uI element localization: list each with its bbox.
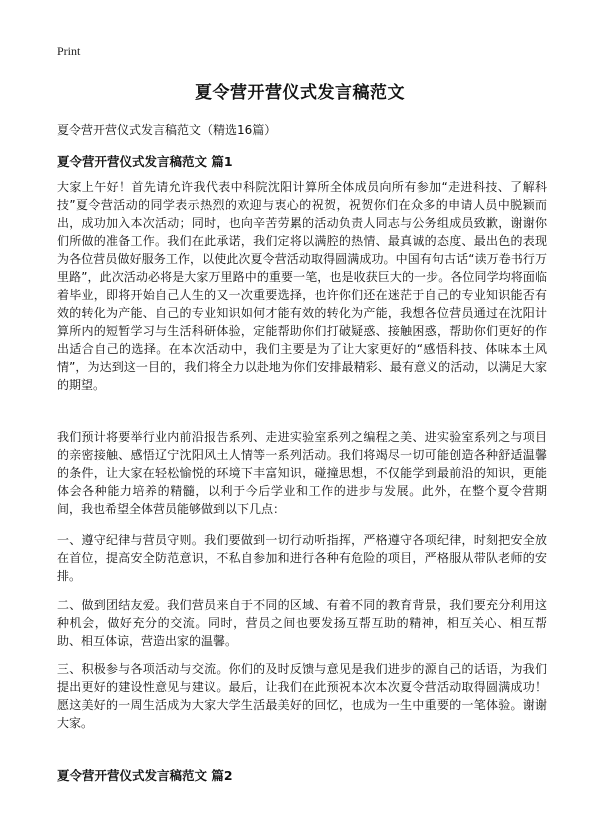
paragraph: 二、做到团结友爱。我们营员来自于不同的区域、有着不同的教育背景，我们要充分利用这种机会，做好充分的交流。同时，营员之间也要发扬互帮互助的精神，相互关心、相互帮助、相互体谅，营造出家的温馨。 [57, 598, 547, 648]
document-subtitle: 夏令营开营仪式发言稿范文（精选16篇） [57, 123, 277, 137]
paragraph: 我们预计将要举行业内前沿报告系列、走进实验室系列之编程之美、进实验室系列之与项目的亲密接触、感悟辽宁沈阳风土人情等一系列活动。我们将竭尽一切可能创造各种舒适温馨的条件，让大家在轻松愉悦的环境下丰富知识，碰撞思想，不仅能学到最前沿的知识，更能体会各种能力培养的精髓，以利于今后学业和工作的进步与发展。此外，在整个夏令营期间，我也希望全体营员能够做到以下几点： [57, 430, 547, 516]
section-heading: 夏令营开营仪式发言稿范文 篇2 [57, 768, 233, 783]
paragraph: 一、遵守纪律与营员守则。我们要做到一切行动听指挥，严格遵守各项纪律，时刻把安全放在首位，提高安全防范意识，不私自参加和进行各种有危险的项目，严格服从带队老师的安排。 [57, 533, 547, 583]
print-link[interactable]: Print [57, 44, 81, 58]
paragraph: 三、积极参与各项活动与交流。你们的及时反馈与意见是我们进步的源自己的话语，为我们提出更好的建设性意见与建议。最后，让我们在此预祝本次本次夏令营活动取得圆满成功！愿这美好的一周生活成为大家大学生活最美好的回忆，也成为一生中重要的一笔体验。谢谢大家。 [57, 662, 547, 730]
paragraph: 大家上午好！首先请允许我代表中科院沈阳计算所全体成员向所有参加“走进科技、了解科技”夏令营活动的同学表示热烈的欢迎与衷心的祝贺，祝贺你们在众多的申请人员中脱颖而出，成功加入本次活动；同时，也向辛苦劳累的活动负责人同志与公务组成员致歉，谢谢你们所做的准备工作。我们在此承诺，我们定将以满腔的热情、最真诚的态度、最出色的表现为各位营员做好服务工作，以使此次夏令营活动取得圆满成功。中国有句古话“读万卷书行万里路”，此次活动必将是大家万里路中的重要一笔，也是收获巨大的一步。各位同学均将面临着毕业，即将开始自己人生的又一次重要选择，也许你们还在迷茫于自己的专业知识能否有效的转化为产能、自己的专业知识如何才能有效的转化为产能，我想各位营员通过在沈阳计算所内的短暂学习与生活科研体验，定能帮助你们打破疑惑、接触困惑，帮助你们更好的作出适合自己的选择。在本次活动中，我们主要是为了让大家更好的“感悟科技、体味本土风情”，为达到这一目的，我们将全力以赴地为你们安排最精彩、最有意义的活动，以满足大家的期望。 [57, 180, 547, 392]
section-heading: 夏令营开营仪式发言稿范文 篇1 [57, 154, 233, 169]
document-title: 夏令营开营仪式发言稿范文 [195, 83, 405, 103]
